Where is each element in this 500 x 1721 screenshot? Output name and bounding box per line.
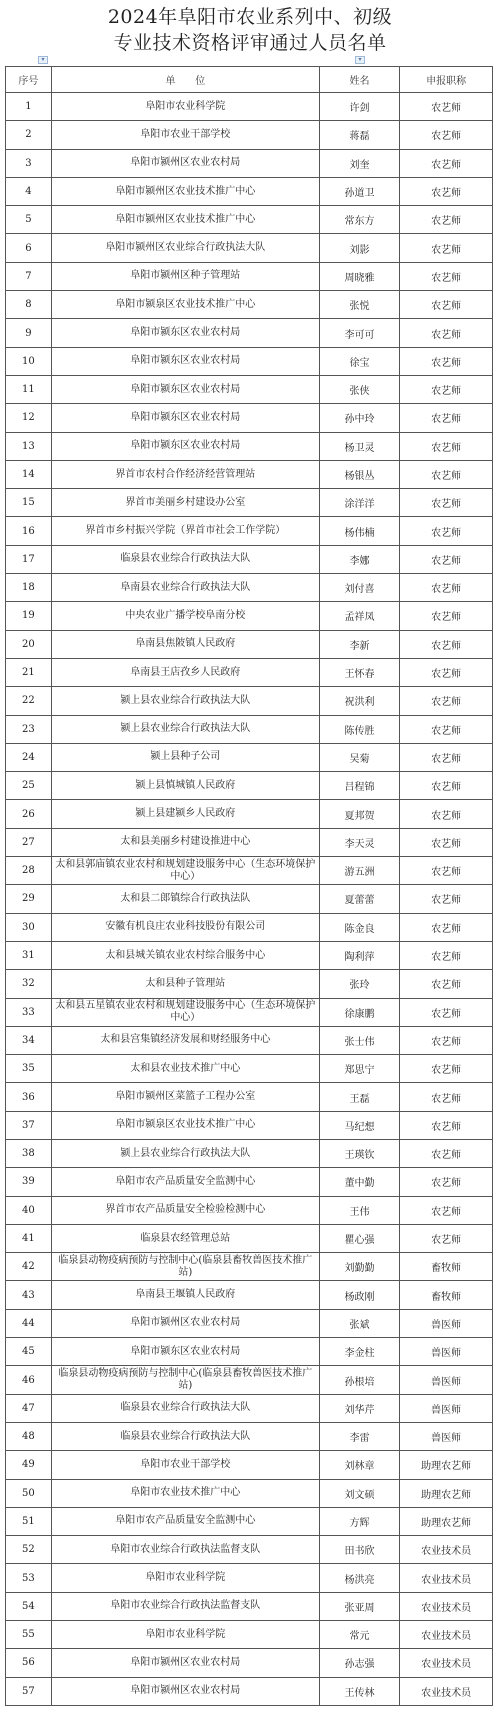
cell-title: 农业技术员 <box>400 1677 493 1705</box>
cell-title: 兽医师 <box>400 1422 493 1450</box>
table-row <box>6 800 493 828</box>
table-row <box>6 574 493 602</box>
cell-unit: 阜阳市颍州区农业技术推广中心 <box>51 206 319 234</box>
cell-unit: 临泉县农业综合行政执法大队 <box>51 545 319 573</box>
cell-name: 董中勤 <box>319 1168 399 1196</box>
cell-name: 张侠 <box>319 375 399 403</box>
cell-unit: 阜阳市颍州区农业农村局 <box>51 1649 319 1677</box>
cell-index: 10 <box>6 347 52 375</box>
cell-index: 41 <box>6 1224 52 1252</box>
cell-index: 56 <box>6 1649 52 1677</box>
cell-index: 38 <box>6 1139 52 1167</box>
cell-unit: 阜阳市颍州区种子管理站 <box>51 262 319 290</box>
cell-title: 农艺师 <box>400 743 493 771</box>
cell-index: 9 <box>6 319 52 347</box>
table-row <box>6 93 493 121</box>
cell-index: 15 <box>6 489 52 517</box>
cell-unit: 阜阳市农业科学院 <box>51 1621 319 1649</box>
cell-title: 农业技术员 <box>400 1592 493 1620</box>
cell-name: 张亚周 <box>319 1592 399 1620</box>
cell-name: 刘勤勤 <box>319 1253 399 1281</box>
cell-name: 王磊 <box>319 1083 399 1111</box>
cell-index: 16 <box>6 517 52 545</box>
cell-unit: 阜阳市颍州区农业农村局 <box>51 149 319 177</box>
cell-name: 杨伟楠 <box>319 517 399 545</box>
cell-name: 刘文硕 <box>319 1479 399 1507</box>
cell-title: 农艺师 <box>400 602 493 630</box>
table-row <box>6 630 493 658</box>
table-row <box>6 375 493 403</box>
cell-unit: 阜阳市颍东区农业农村局 <box>51 347 319 375</box>
cell-unit: 临泉县动物疫病预防与控制中心(临泉县畜牧兽医技术推广站) <box>51 1253 319 1281</box>
table-row <box>6 1677 493 1705</box>
cell-unit: 临泉县农经管理总站 <box>51 1224 319 1252</box>
table-row <box>6 1224 493 1252</box>
cell-index: 28 <box>6 857 52 885</box>
cell-title: 农艺师 <box>400 687 493 715</box>
cell-unit: 阜阳市颍州区农业综合行政执法大队 <box>51 234 319 262</box>
cell-name: 祝洪利 <box>319 687 399 715</box>
table-row <box>6 319 493 347</box>
cell-name: 杨银丛 <box>319 460 399 488</box>
title-block <box>0 0 500 66</box>
cell-index: 40 <box>6 1196 52 1224</box>
table-header-row <box>6 67 493 93</box>
cell-title: 农艺师 <box>400 1083 493 1111</box>
cell-index: 7 <box>6 262 52 290</box>
cell-unit: 阜阳市农业综合行政执法监督支队 <box>51 1592 319 1620</box>
table-row <box>6 1026 493 1054</box>
cell-name: 田书欣 <box>319 1536 399 1564</box>
cell-unit: 阜阳市颍东区农业农村局 <box>51 375 319 403</box>
cell-unit: 阜阳市颍东区农业农村局 <box>51 319 319 347</box>
cell-index: 34 <box>6 1026 52 1054</box>
table-row <box>6 772 493 800</box>
cell-title: 兽医师 <box>400 1394 493 1422</box>
cell-title: 农艺师 <box>400 489 493 517</box>
cell-index: 47 <box>6 1394 52 1422</box>
cell-index: 48 <box>6 1422 52 1450</box>
table-row <box>6 1309 493 1337</box>
table-row <box>6 1649 493 1677</box>
cell-name: 王传林 <box>319 1677 399 1705</box>
cell-title: 农艺师 <box>400 262 493 290</box>
cell-index: 26 <box>6 800 52 828</box>
table-row <box>6 262 493 290</box>
table-row <box>6 1507 493 1535</box>
cell-unit: 中央农业广播学校阜南分校 <box>51 602 319 630</box>
cell-title: 农艺师 <box>400 234 493 262</box>
cell-unit: 颍上县农业综合行政执法大队 <box>51 1139 319 1167</box>
document-title <box>0 0 500 56</box>
cell-name: 李雷 <box>319 1422 399 1450</box>
cell-title: 农艺师 <box>400 970 493 998</box>
cell-title: 农艺师 <box>400 121 493 149</box>
cell-name: 孙道卫 <box>319 177 399 205</box>
cell-title: 农艺师 <box>400 404 493 432</box>
cell-title: 农艺师 <box>400 1168 493 1196</box>
cell-title: 农艺师 <box>400 1196 493 1224</box>
cell-unit: 界首市农村合作经济经营管理站 <box>51 460 319 488</box>
table-row <box>6 1196 493 1224</box>
cell-name: 杨政刚 <box>319 1281 399 1309</box>
cell-unit: 太和县农业技术推广中心 <box>51 1055 319 1083</box>
cell-name: 常元 <box>319 1621 399 1649</box>
table-row <box>6 941 493 969</box>
cell-index: 57 <box>6 1677 52 1705</box>
cell-unit: 界首市乡村振兴学院（界首市社会工作学院） <box>51 517 319 545</box>
cell-unit: 阜阳市农业干部学校 <box>51 1451 319 1479</box>
cell-index: 18 <box>6 574 52 602</box>
table-row <box>6 743 493 771</box>
cell-index: 50 <box>6 1479 52 1507</box>
cell-name: 王怀春 <box>319 658 399 686</box>
cell-index: 46 <box>6 1366 52 1394</box>
cell-title: 农艺师 <box>400 375 493 403</box>
cell-name: 夏邦贺 <box>319 800 399 828</box>
cell-index: 39 <box>6 1168 52 1196</box>
cell-title: 农艺师 <box>400 291 493 319</box>
table-row <box>6 1422 493 1450</box>
cell-title: 农艺师 <box>400 319 493 347</box>
cell-unit: 颍上县慎城镇人民政府 <box>51 772 319 800</box>
cell-name: 张悦 <box>319 291 399 319</box>
cell-title: 农艺师 <box>400 1224 493 1252</box>
cell-name: 刘林章 <box>319 1451 399 1479</box>
cell-index: 22 <box>6 687 52 715</box>
cell-index: 5 <box>6 206 52 234</box>
cell-title: 农业技术员 <box>400 1621 493 1649</box>
cell-unit: 颍上县农业综合行政执法大队 <box>51 687 319 715</box>
cell-name: 孙中玲 <box>319 404 399 432</box>
table-row <box>6 1083 493 1111</box>
cell-unit: 太和县二郎镇综合行政执法队 <box>51 885 319 913</box>
cell-index: 4 <box>6 177 52 205</box>
cell-index: 32 <box>6 970 52 998</box>
cell-unit: 阜阳市颍东区农业农村局 <box>51 1338 319 1366</box>
table-row <box>6 998 493 1026</box>
cell-title: 畜牧师 <box>400 1281 493 1309</box>
table-row <box>6 234 493 262</box>
cell-title: 农艺师 <box>400 545 493 573</box>
cell-index: 30 <box>6 913 52 941</box>
cell-title: 农艺师 <box>400 1055 493 1083</box>
cell-unit: 临泉县动物疫病预防与控制中心(临泉县畜牧兽医技术推广站) <box>51 1366 319 1394</box>
cell-title: 兽医师 <box>400 1309 493 1337</box>
cell-unit: 阜阳市农业技术推广中心 <box>51 1479 319 1507</box>
cell-unit: 界首市美丽乡村建设办公室 <box>51 489 319 517</box>
table-row <box>6 1451 493 1479</box>
cell-index: 52 <box>6 1536 52 1564</box>
cell-unit: 临泉县农业综合行政执法大队 <box>51 1394 319 1422</box>
cell-title: 农艺师 <box>400 885 493 913</box>
cell-index: 21 <box>6 658 52 686</box>
cell-unit: 阜阳市颍泉区农业技术推广中心 <box>51 1111 319 1139</box>
cell-index: 44 <box>6 1309 52 1337</box>
table-row <box>6 1366 493 1394</box>
cell-unit: 颍上县建颍乡人民政府 <box>51 800 319 828</box>
cell-unit: 阜阳市农业科学院 <box>51 1564 319 1592</box>
cell-title: 农艺师 <box>400 432 493 460</box>
table-row <box>6 1479 493 1507</box>
table-row <box>6 885 493 913</box>
cell-title: 农艺师 <box>400 149 493 177</box>
cell-unit: 太和县美丽乡村建设推进中心 <box>51 828 319 856</box>
title-line-2: 专业技术资格评审通过人员名单 <box>113 32 387 54</box>
table-row <box>6 602 493 630</box>
table-row <box>6 687 493 715</box>
cell-name: 涂洋洋 <box>319 489 399 517</box>
cell-name: 刘奎 <box>319 149 399 177</box>
cell-unit: 阜阳市颍州区农业技术推广中心 <box>51 177 319 205</box>
table-row <box>6 432 493 460</box>
cell-index: 36 <box>6 1083 52 1111</box>
cell-index: 35 <box>6 1055 52 1083</box>
cell-name: 徐康鹏 <box>319 998 399 1026</box>
cell-unit: 阜阳市农产品质量安全监测中心 <box>51 1507 319 1535</box>
table-row <box>6 489 493 517</box>
header-unit: 单 位 <box>51 67 319 93</box>
cell-unit: 阜阳市颍州区菜篮子工程办公室 <box>51 1083 319 1111</box>
table-row <box>6 1253 493 1281</box>
cell-name: 孟祥凤 <box>319 602 399 630</box>
cell-title: 农艺师 <box>400 93 493 121</box>
cell-unit: 阜南县王店孜乡人民政府 <box>51 658 319 686</box>
cell-name: 杨卫灵 <box>319 432 399 460</box>
cell-title: 助理农艺师 <box>400 1451 493 1479</box>
cell-name: 夏蕾蕾 <box>319 885 399 913</box>
cell-title: 兽医师 <box>400 1366 493 1394</box>
cell-index: 6 <box>6 234 52 262</box>
cell-name: 杨洪亮 <box>319 1564 399 1592</box>
table-row <box>6 1536 493 1564</box>
cell-name: 许剑 <box>319 93 399 121</box>
cell-title: 农艺师 <box>400 828 493 856</box>
cell-index: 29 <box>6 885 52 913</box>
table-row <box>6 149 493 177</box>
cell-title: 农艺师 <box>400 658 493 686</box>
cell-index: 2 <box>6 121 52 149</box>
cell-unit: 太和县五星镇农业农村和规划建设服务中心（生态环境保护中心） <box>51 998 319 1026</box>
table-row <box>6 1168 493 1196</box>
cell-name: 孙志强 <box>319 1649 399 1677</box>
cell-title: 农业技术员 <box>400 1649 493 1677</box>
cell-title: 农艺师 <box>400 1026 493 1054</box>
cell-title: 农艺师 <box>400 1111 493 1139</box>
cell-title: 农业技术员 <box>400 1564 493 1592</box>
cell-index: 12 <box>6 404 52 432</box>
cell-index: 45 <box>6 1338 52 1366</box>
cell-name: 陈传胜 <box>319 715 399 743</box>
cell-name: 常东方 <box>319 206 399 234</box>
cell-index: 11 <box>6 375 52 403</box>
cell-name: 陶利萍 <box>319 941 399 969</box>
cell-title: 农艺师 <box>400 715 493 743</box>
table-row <box>6 291 493 319</box>
cell-unit: 阜阳市农业干部学校 <box>51 121 319 149</box>
cell-name: 李金柱 <box>319 1338 399 1366</box>
cell-title: 助理农艺师 <box>400 1479 493 1507</box>
cell-index: 13 <box>6 432 52 460</box>
cell-name: 刘付喜 <box>319 574 399 602</box>
table-row <box>6 1592 493 1620</box>
cell-unit: 阜阳市农业综合行政执法监督支队 <box>51 1536 319 1564</box>
cell-unit: 阜阳市农产品质量安全监测中心 <box>51 1168 319 1196</box>
cell-title: 农艺师 <box>400 206 493 234</box>
table-row <box>6 545 493 573</box>
table-row <box>6 715 493 743</box>
cell-index: 14 <box>6 460 52 488</box>
cell-name: 孙根培 <box>319 1366 399 1394</box>
cell-title: 农业技术员 <box>400 1536 493 1564</box>
cell-name: 李娜 <box>319 545 399 573</box>
table-row <box>6 913 493 941</box>
cell-title: 农艺师 <box>400 998 493 1026</box>
cell-title: 农艺师 <box>400 857 493 885</box>
filter-dropdown-icon[interactable]: ▾ <box>355 56 365 64</box>
cell-unit: 阜阳市农业科学院 <box>51 93 319 121</box>
results-table <box>5 66 493 1706</box>
header-index: 序号 <box>6 67 52 93</box>
cell-index: 23 <box>6 715 52 743</box>
table-row <box>6 970 493 998</box>
cell-index: 51 <box>6 1507 52 1535</box>
table-row <box>6 1111 493 1139</box>
cell-name: 刘华芹 <box>319 1394 399 1422</box>
cell-name: 刘影 <box>319 234 399 262</box>
table-row <box>6 1564 493 1592</box>
cell-name: 张玲 <box>319 970 399 998</box>
cell-name: 郑思宁 <box>319 1055 399 1083</box>
cell-unit: 阜阳市颍泉区农业技术推广中心 <box>51 291 319 319</box>
table-body <box>6 93 493 1706</box>
table-row <box>6 658 493 686</box>
cell-index: 24 <box>6 743 52 771</box>
cell-name: 吴菊 <box>319 743 399 771</box>
cell-index: 49 <box>6 1451 52 1479</box>
cell-title: 畜牧师 <box>400 1253 493 1281</box>
table-row <box>6 206 493 234</box>
cell-index: 54 <box>6 1592 52 1620</box>
header-title: 申报职称 <box>400 67 493 93</box>
cell-unit: 阜南县焦陂镇人民政府 <box>51 630 319 658</box>
table-row <box>6 1394 493 1422</box>
cell-unit: 阜阳市颍州区农业农村局 <box>51 1677 319 1705</box>
cell-index: 43 <box>6 1281 52 1309</box>
cell-unit: 界首市农产品质量安全检验检测中心 <box>51 1196 319 1224</box>
cell-name: 游五洲 <box>319 857 399 885</box>
cell-unit: 颍上县农业综合行政执法大队 <box>51 715 319 743</box>
cell-name: 李天灵 <box>319 828 399 856</box>
cell-title: 助理农艺师 <box>400 1507 493 1535</box>
cell-unit: 阜阳市颍东区农业农村局 <box>51 432 319 460</box>
table-row <box>6 1338 493 1366</box>
cell-index: 17 <box>6 545 52 573</box>
cell-index: 31 <box>6 941 52 969</box>
cell-unit: 太和县城关镇农业农村综合服务中心 <box>51 941 319 969</box>
cell-unit: 太和县宫集镇经济发展和财经服务中心 <box>51 1026 319 1054</box>
table-row <box>6 1621 493 1649</box>
cell-title: 农艺师 <box>400 574 493 602</box>
cell-unit: 太和县郭庙镇农业农村和规划建设服务中心（生态环境保护中心） <box>51 857 319 885</box>
filter-dropdown-icon[interactable]: ▾ <box>38 56 48 64</box>
table-row <box>6 517 493 545</box>
cell-index: 33 <box>6 998 52 1026</box>
cell-name: 蒋磊 <box>319 121 399 149</box>
cell-title: 农艺师 <box>400 913 493 941</box>
table-row <box>6 347 493 375</box>
cell-name: 王伟 <box>319 1196 399 1224</box>
cell-name: 李可可 <box>319 319 399 347</box>
table-row <box>6 121 493 149</box>
cell-title: 农艺师 <box>400 1139 493 1167</box>
table-row <box>6 404 493 432</box>
cell-index: 1 <box>6 93 52 121</box>
cell-unit: 太和县种子管理站 <box>51 970 319 998</box>
table-row <box>6 857 493 885</box>
cell-title: 农艺师 <box>400 517 493 545</box>
cell-unit: 阜南县农业综合行政执法大队 <box>51 574 319 602</box>
cell-name: 徐宝 <box>319 347 399 375</box>
cell-index: 42 <box>6 1253 52 1281</box>
cell-index: 3 <box>6 149 52 177</box>
cell-name: 王瑛钦 <box>319 1139 399 1167</box>
cell-name: 李新 <box>319 630 399 658</box>
cell-title: 农艺师 <box>400 460 493 488</box>
cell-title: 农艺师 <box>400 630 493 658</box>
cell-title: 农艺师 <box>400 347 493 375</box>
cell-unit: 颍上县种子公司 <box>51 743 319 771</box>
cell-unit: 阜南县王堰镇人民政府 <box>51 1281 319 1309</box>
cell-name: 吕程锦 <box>319 772 399 800</box>
header-name: 姓名 <box>319 67 399 93</box>
cell-index: 53 <box>6 1564 52 1592</box>
table-row <box>6 1139 493 1167</box>
cell-name: 方辉 <box>319 1507 399 1535</box>
cell-index: 37 <box>6 1111 52 1139</box>
cell-index: 19 <box>6 602 52 630</box>
cell-title: 农艺师 <box>400 772 493 800</box>
cell-name: 陈金良 <box>319 913 399 941</box>
cell-unit: 阜阳市颍州区农业农村局 <box>51 1309 319 1337</box>
cell-index: 25 <box>6 772 52 800</box>
cell-unit: 安徽有机良庄农业科技股份有限公司 <box>51 913 319 941</box>
cell-title: 农艺师 <box>400 177 493 205</box>
cell-index: 27 <box>6 828 52 856</box>
cell-index: 55 <box>6 1621 52 1649</box>
cell-title: 农艺师 <box>400 941 493 969</box>
cell-index: 8 <box>6 291 52 319</box>
cell-unit: 临泉县农业综合行政执法大队 <box>51 1422 319 1450</box>
title-line-1: 2024年阜阳市农业系列中、初级 <box>107 6 393 28</box>
table-row <box>6 1055 493 1083</box>
table-row <box>6 828 493 856</box>
cell-title: 农艺师 <box>400 800 493 828</box>
cell-name: 张士伟 <box>319 1026 399 1054</box>
cell-title: 兽医师 <box>400 1338 493 1366</box>
table-row <box>6 460 493 488</box>
cell-name: 周晓雅 <box>319 262 399 290</box>
cell-unit: 阜阳市颍东区农业农村局 <box>51 404 319 432</box>
cell-name: 张斌 <box>319 1309 399 1337</box>
cell-name: 马纪想 <box>319 1111 399 1139</box>
table-row <box>6 1281 493 1309</box>
cell-name: 瞿心强 <box>319 1224 399 1252</box>
table-row <box>6 177 493 205</box>
cell-index: 20 <box>6 630 52 658</box>
